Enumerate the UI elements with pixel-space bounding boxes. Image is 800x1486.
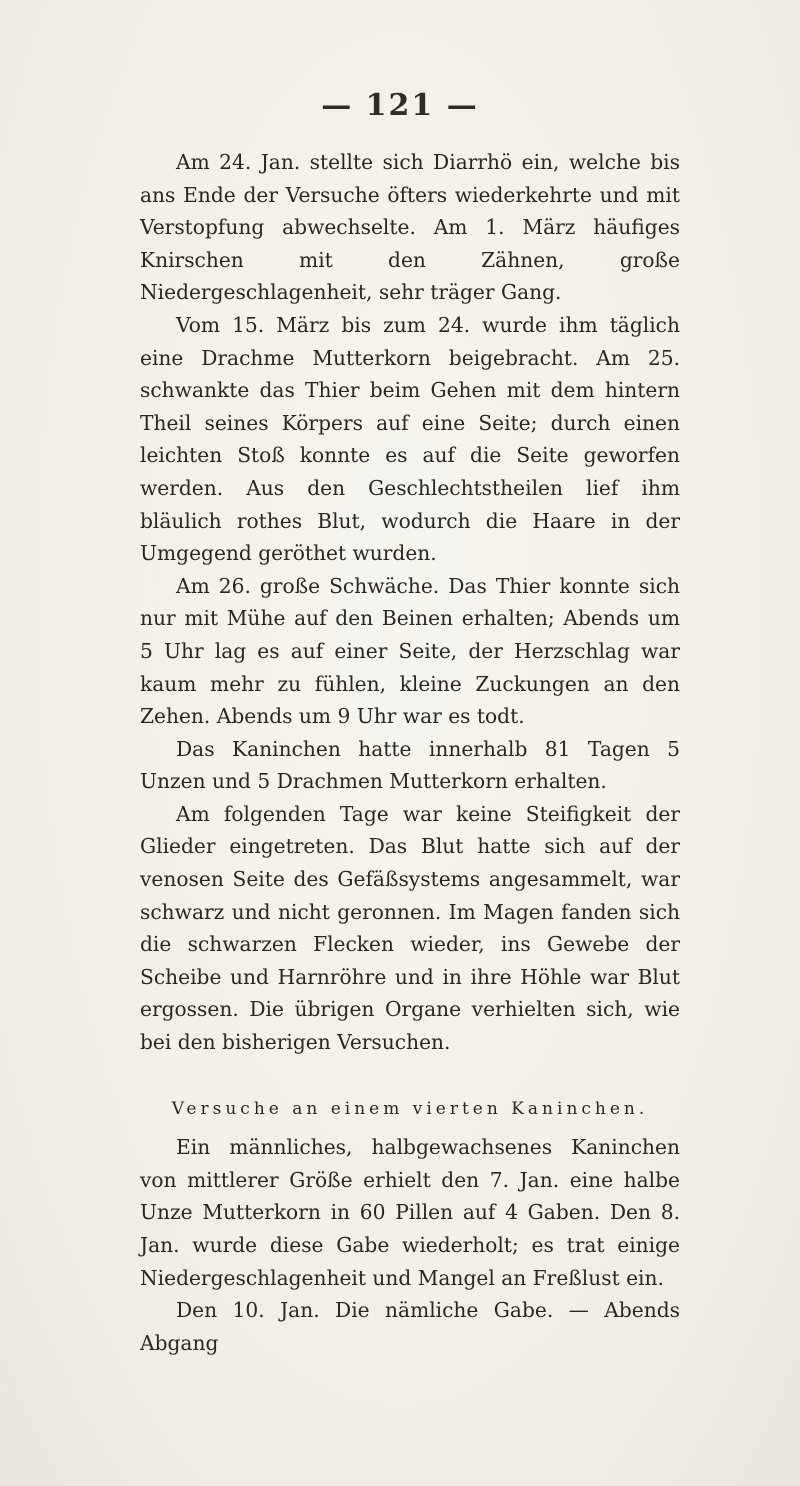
paragraph: Ein männliches, halbgewachsenes Kaninchen von mittlerer Größe erhielt den 7. Jan. eine halbe Unze Mutterkorn in 60 Pillen auf 4 Gaben. Den 8. Jan. wurde diese Gabe wiederholt; es trat einige Niedergeschlagenheit und Mangel an Freßlust ein.: [140, 1135, 680, 1290]
page-number: — 121 —: [321, 88, 479, 123]
body-text: [140, 146, 680, 1359]
paragraph: Am 24. Jan. stellte sich Diarrhö ein, welche bis ans Ende der Versuche öfters wiederkehrte und mit Verstopfung abwechselte. Am 1. März häufiges Knirschen mit den Zähnen, große Niedergeschlagenheit, sehr träger Gang.: [140, 150, 680, 305]
paragraph: Am 26. große Schwäche. Das Thier konnte sich nur mit Mühe auf den Beinen erhalten; Abends um 5 Uhr lag es auf einer Seite, der Herzschlag war kaum mehr zu fühlen, kleine Zuckungen an den Zehen. Abends um 9 Uhr war es todt.: [140, 573, 680, 729]
paragraph: Den 10. Jan. Die nämliche Gabe. — Abends Abgang: [140, 1298, 680, 1355]
paragraph: Vom 15. März bis zum 24. wurde ihm täglich eine Drachme Mutterkorn beigebracht. Am 25. schwankte das Thier beim Gehen mit dem hintern Theil seines Körpers auf eine Seite; durch einen leichten Stoß konnte es auf die Seite geworfen werden. Aus den Geschlechtstheilen lief ihm bläulich rothes Blut, wodurch die Haare in der Umgegend geröthet wurden.: [140, 312, 680, 566]
paragraph: Das Kaninchen hatte innerhalb 81 Tagen 5 Unzen und 5 Drachmen Mutterkorn erhalten.: [140, 736, 680, 794]
paragraph: Am folgenden Tage war keine Steifigkeit der Glieder eingetreten. Das Blut hatte sich auf der venosen Seite des Gefäßsystems angesammelt, war schwarz und nicht geronnen. Im Magen fanden sich die schwarzen Flecken wieder, ins Gewebe der Scheibe und Harnröhre und in ihre Höhle war Blut ergossen. Die übrigen Organe verhielten sich, wie bei den bisherigen Versuchen.: [140, 801, 680, 1055]
section-heading: Versuche an einem vierten Kaninchen.: [171, 1098, 649, 1119]
